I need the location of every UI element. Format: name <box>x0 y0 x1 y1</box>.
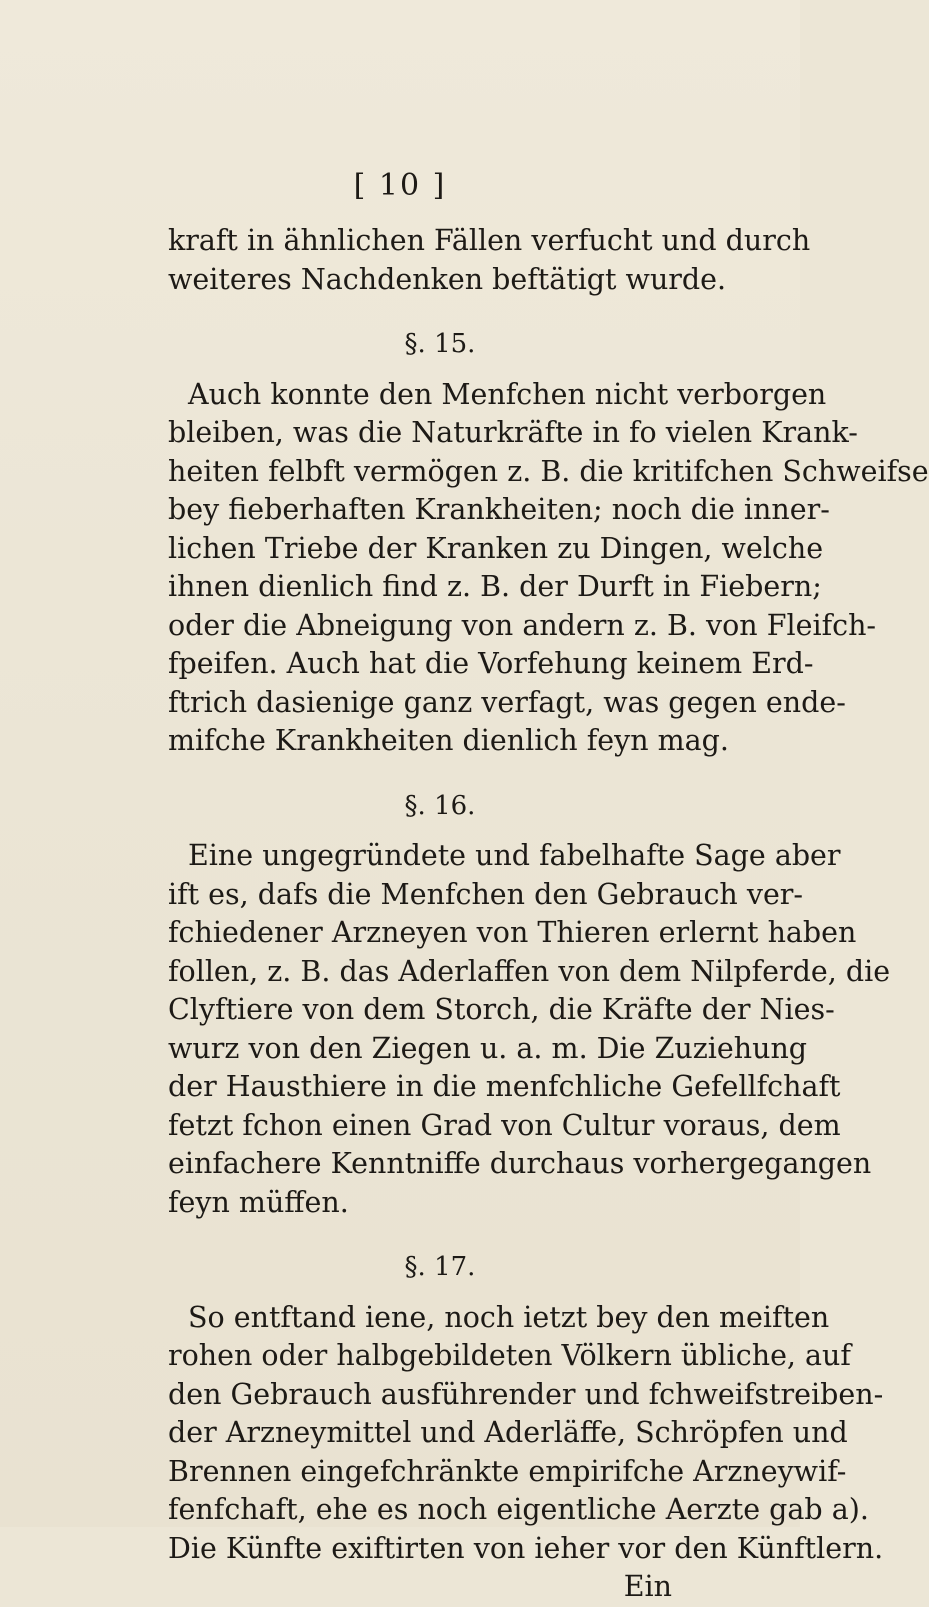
text-line: Auch konnte den Menfchen nicht verborgen <box>188 377 827 411</box>
page-number: [ 10 ] <box>353 168 447 203</box>
text-line: oder die Abneigung von andern z. B. von Fleifch- <box>168 608 877 642</box>
text-line: rohen oder halbgebildeten Völkern übliche, auf <box>168 1339 851 1372</box>
text-line: Brennen eingefchränkte empirifche Arzneywif- <box>168 1454 847 1488</box>
text-line: der Hausthiere in die menfchliche Gefellfchaft <box>168 1070 841 1103</box>
text-line: wurz von den Ziegen u. a. m. Die Zuziehung <box>168 1031 808 1065</box>
text-line: heiten felbft vermögen z. B. die kritifchen Schweifse <box>168 454 929 488</box>
text-line: bey fieberhaften Krankheiten; noch die inner- <box>168 493 830 526</box>
text-line: fpeifen. Auch hat die Vorfehung keinem Erd- <box>168 647 814 680</box>
text-line: Clyftiere von dem Storch, die Kräfte der Nies- <box>168 993 835 1026</box>
section-15-paragraph <box>168 376 929 761</box>
text-line: der Arzneymittel und Aderläffe, Schröpfen und <box>168 1416 848 1449</box>
text-line: Eine ungegründete und fabelhafte Sage aber <box>188 839 841 872</box>
text-line: kraft in ähnlichen Fällen verfucht und durch <box>168 224 811 257</box>
catchword: Ein <box>623 1570 672 1603</box>
text-line-content: weiteres Nachdenken beftätigt wurde. <box>168 262 727 296</box>
section-heading-16: §. 16. <box>404 790 476 821</box>
text-line: ift es, dafs die Menfchen den Gebrauch ver- <box>168 877 804 911</box>
text-line <box>168 261 727 300</box>
text-line: fetzt fchon einen Grad von Cultur voraus, dem <box>168 1108 841 1142</box>
text-line: lichen Triebe der Kranken zu Dingen, welche <box>168 531 824 565</box>
page-text <box>168 222 929 1607</box>
text-line: fchiedener Arzneyen von Thieren erlernt haben <box>168 916 857 949</box>
text-line: mifche Krankheiten dienlich feyn mag. <box>168 724 729 757</box>
text-line: ftrich dasienige ganz verfagt, was gegen ende- <box>168 685 846 719</box>
section-heading-17: §. 17. <box>404 1252 476 1282</box>
section-16-paragraph <box>168 837 891 1222</box>
text-line: bleiben, was die Naturkräfte in fo vielen Krank- <box>168 416 858 449</box>
text-line: den Gebrauch ausführender und fchweifstreiben- <box>168 1377 884 1411</box>
section-heading-15: §. 15. <box>404 329 476 359</box>
section-17-paragraph <box>168 1299 884 1569</box>
text-line: einfachere Kenntniffe durchaus vorhergegangen <box>168 1147 872 1180</box>
text-line: So entftand iene, noch ietzt bey den meiften <box>188 1300 830 1334</box>
text-line: ihnen dienlich find z. B. der Durft in Fiebern; <box>168 570 822 603</box>
text-line: Die Künfte exiftirten von ieher vor den Künftlern. <box>168 1531 884 1565</box>
text-line: follen, z. B. das Aderlaffen von dem Nilpferde, die <box>168 954 891 988</box>
text-line: fenfchaft, ehe es noch eigentliche Aerzte gab a). <box>168 1493 869 1526</box>
text-line: feyn müffen. <box>168 1185 349 1219</box>
